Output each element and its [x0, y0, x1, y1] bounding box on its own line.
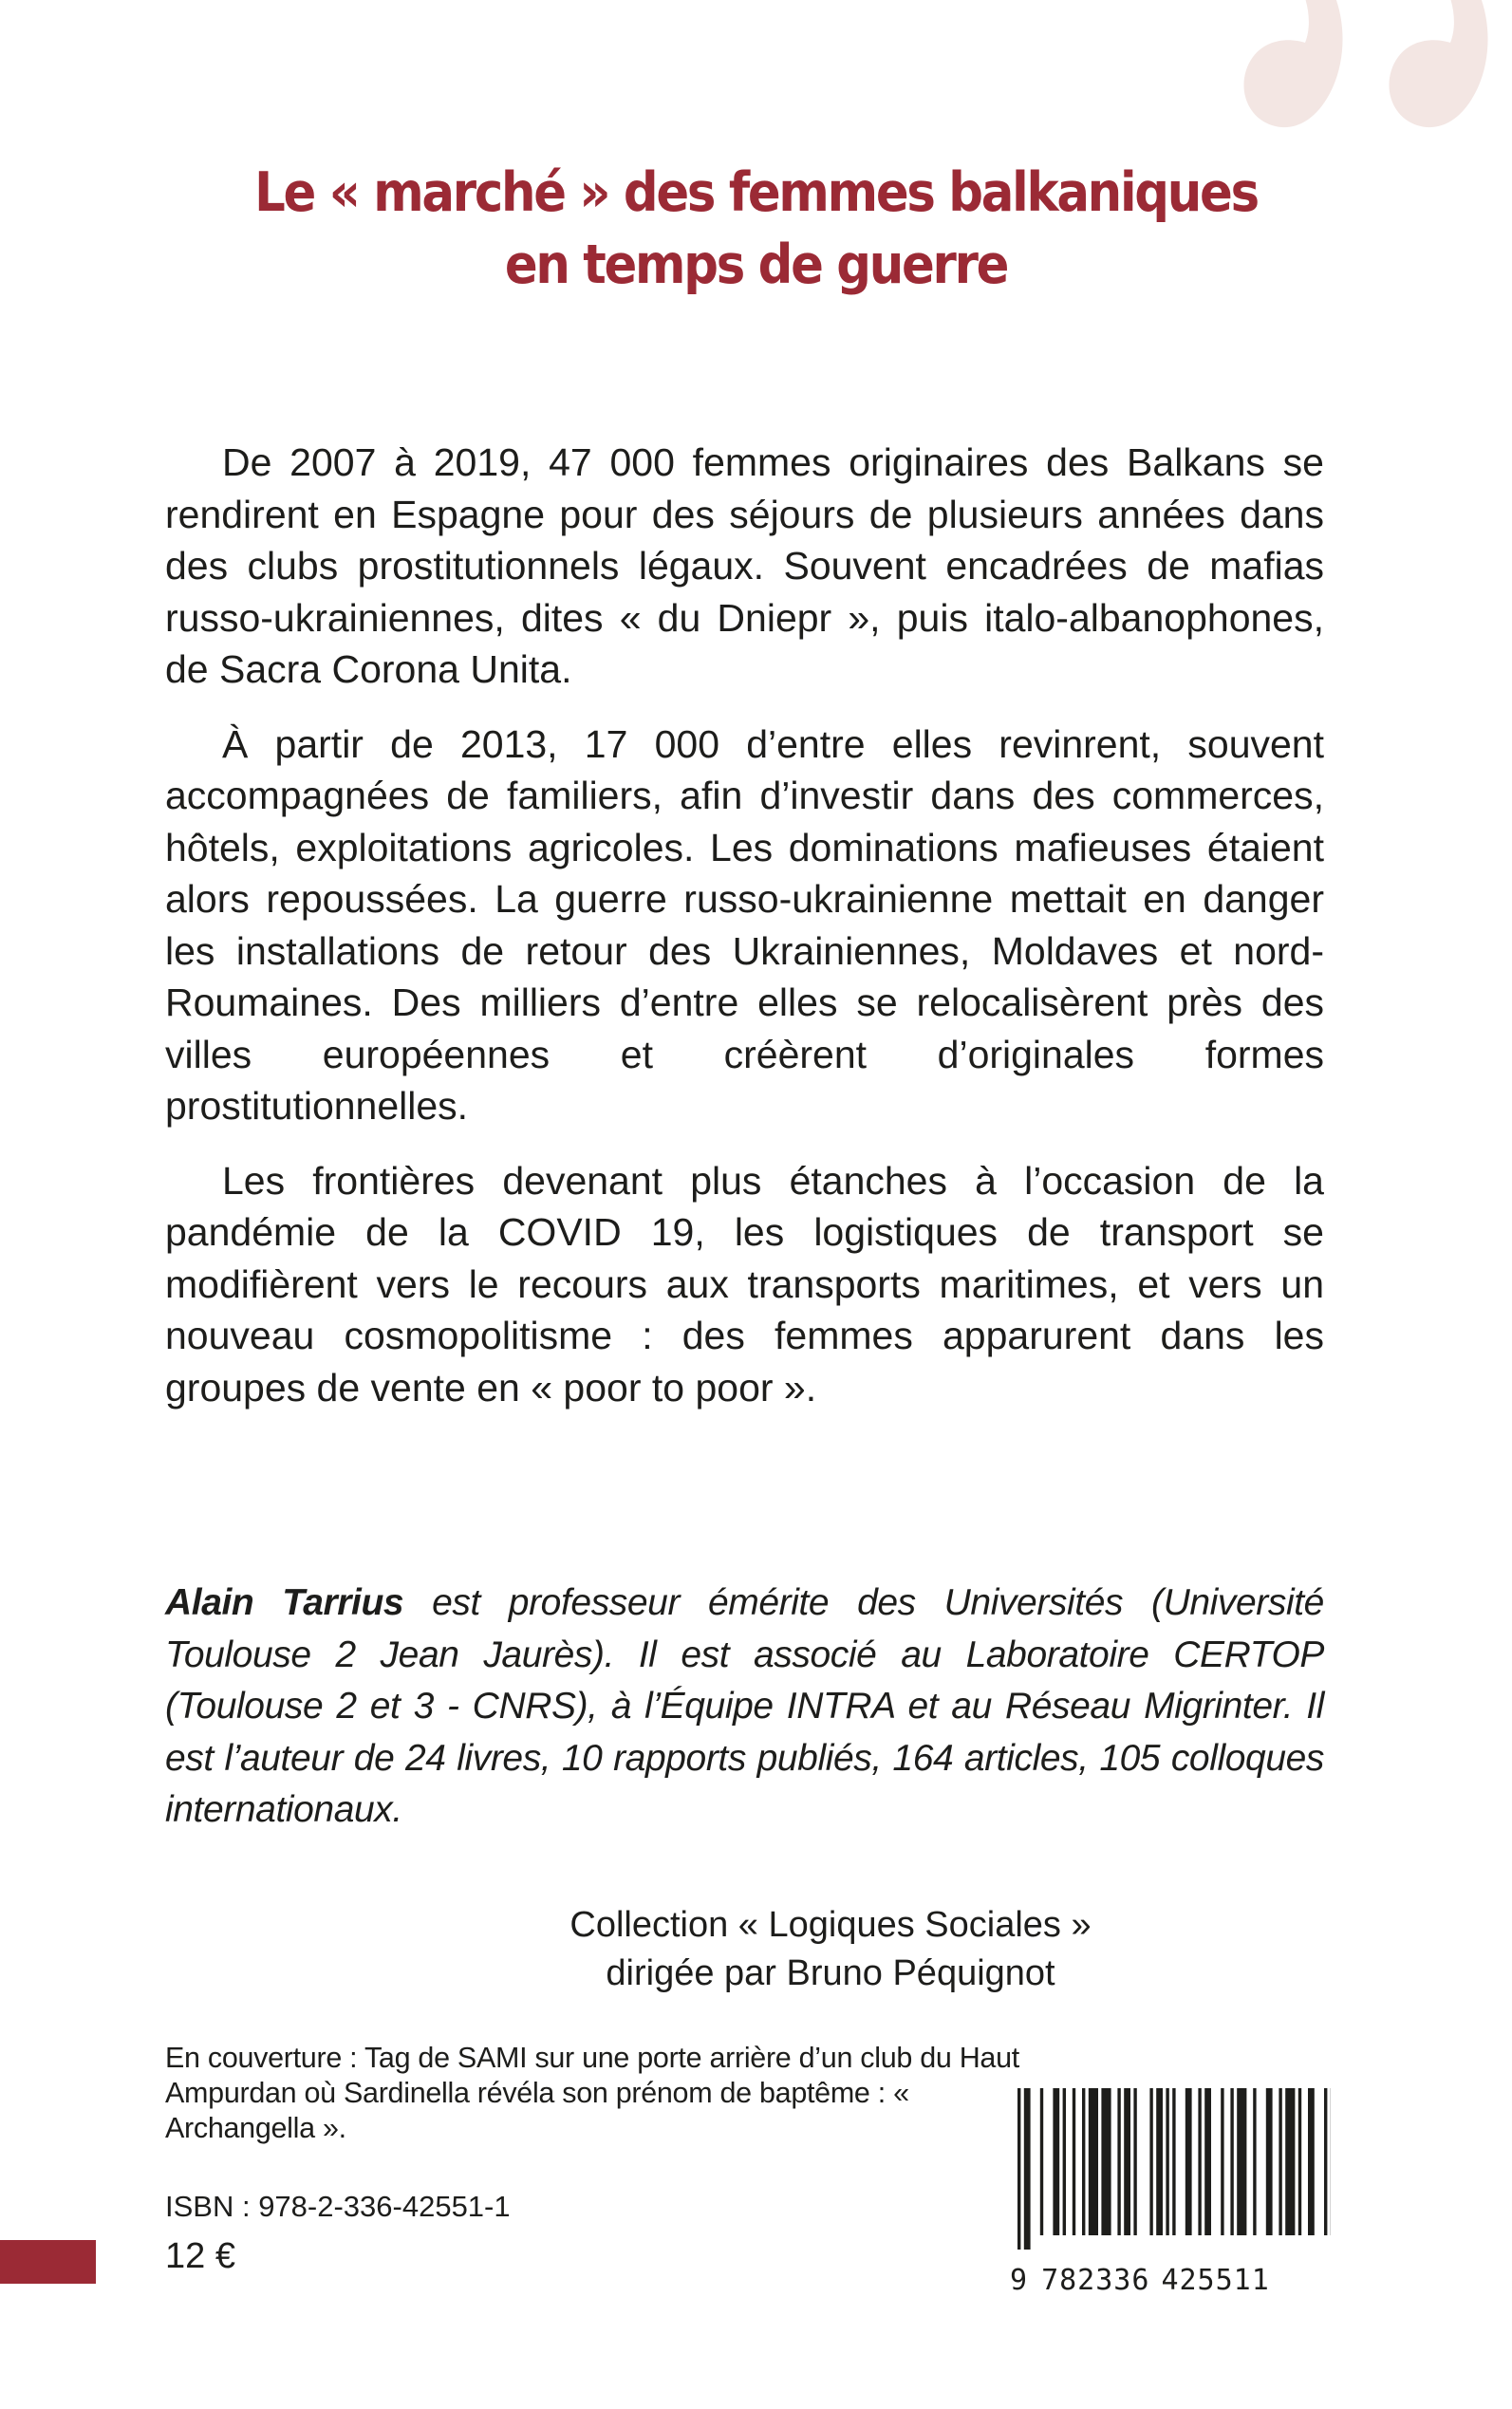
barcode-bar	[1166, 2088, 1168, 2235]
barcode-bar	[1089, 2088, 1098, 2235]
barcode-bar	[1156, 2088, 1163, 2235]
barcode-first-digit: 9	[1010, 2264, 1029, 2297]
author-bio	[165, 1578, 1324, 1837]
barcode-bar	[1124, 2088, 1130, 2235]
barcode-bar	[1237, 2088, 1246, 2235]
barcode-bar	[1279, 2088, 1281, 2235]
barcode-bar	[1185, 2088, 1192, 2235]
closing-quote-icon	[1224, 0, 1512, 161]
author-bio-text: est professeur émérite des Universités (Université Toulouse 2 Jean Jaurès). Il est associé au Laboratoire CERTOP (Toulouse 2 et 3 - CNRS), à l’Équipe INTRA et au Réseau Migrinter. Il est l’auteur de 24 livres, 10 rapports publiés, 164 articles, 105 colloques internationaux.	[165, 1582, 1324, 1830]
title-line-2: en temps de guerre	[504, 233, 1008, 296]
isbn: ISBN : 978-2-336-42551-1	[165, 2190, 511, 2223]
author-name: Alain Tarrius	[165, 1582, 404, 1623]
barcode-bar	[1285, 2088, 1295, 2235]
barcode-bar	[1117, 2088, 1120, 2235]
barcode-bar	[1298, 2088, 1301, 2235]
title-line-1: Le « marché » des femmes balkaniques	[254, 161, 1258, 224]
barcode-bar	[1101, 2088, 1111, 2235]
book-title	[196, 157, 1317, 301]
barcode-bar	[1308, 2088, 1315, 2235]
barcode-bar	[1073, 2088, 1075, 2235]
barcode-bar	[1063, 2088, 1066, 2235]
barcode-bar	[1172, 2088, 1175, 2235]
barcode-bar	[1253, 2088, 1256, 2235]
barcode-digits	[1010, 2264, 1270, 2297]
summary-paragraph-3: Les frontières devenant plus étanches à l’occasion de la pandémie de la COVID 19, les logistiques de transport se modifièrent vers le recours aux transports maritimes, et vers un nouveau cosmopolitisme : des femmes apparurent dans les groupes de vente en « poor to poor ».	[165, 1158, 1324, 1410]
price: 12 €	[165, 2236, 235, 2276]
summary-paragraph-1: De 2007 à 2019, 47 000 femmes originaires des Balkans se rendirent en Espagne pour des séjours de plusieurs années dans des clubs prostitutionnels légaux. Souvent encadrées de mafias russo-ukrainiennes, dites « du Dniepr », puis italo-albanophones, de Sacra Corona Unita.	[165, 440, 1324, 691]
barcode-bar	[1266, 2088, 1273, 2235]
barcode-bar	[1221, 2088, 1223, 2235]
cover-credit: En couverture : Tag de SAMI sur une porte arrière d’un club du Haut Ampurdan où Sardinella révéla son prénom de baptême : « Archangella ».	[165, 2042, 1019, 2144]
barcode-bar	[1017, 2088, 1020, 2250]
barcode-bar	[1230, 2088, 1233, 2235]
collection-name: Collection « Logiques Sociales »	[569, 1905, 1092, 1945]
barcode-bar	[1053, 2088, 1059, 2235]
barcode-bar	[1204, 2088, 1211, 2235]
summary-paragraph-2: À partir de 2013, 17 000 d’entre elles revinrent, souvent accompagnées de familiers, afin d’investir dans des commerces, hôtels, exploitations agricoles. Les dominations mafieuses étaient alors repoussées. La guerre russo-ukrainienne mettait en danger les installations de retour des Ukrainiennes, Moldaves et nord-Roumaines. Des milliers d’entre elles se relocalisèrent près des villes européennes et créèrent d’originales formes prostitutionnelles.	[165, 721, 1324, 1128]
barcode-bar	[1324, 2088, 1327, 2235]
accent-block	[0, 2240, 96, 2284]
barcode-right-group: 425511	[1161, 2264, 1270, 2297]
barcode-bar	[1133, 2088, 1136, 2235]
summary	[165, 437, 1324, 1436]
barcode-bar	[1082, 2088, 1085, 2235]
barcode-bar	[1149, 2088, 1152, 2235]
barcode-bar	[1198, 2088, 1201, 2235]
barcode-bar	[1024, 2088, 1031, 2250]
collection-credit	[380, 1901, 1281, 1998]
collection-director: dirigée par Bruno Péquignot	[606, 1953, 1055, 1993]
barcode-left-group: 782336	[1041, 2264, 1150, 2297]
barcode-bar	[1040, 2088, 1043, 2235]
